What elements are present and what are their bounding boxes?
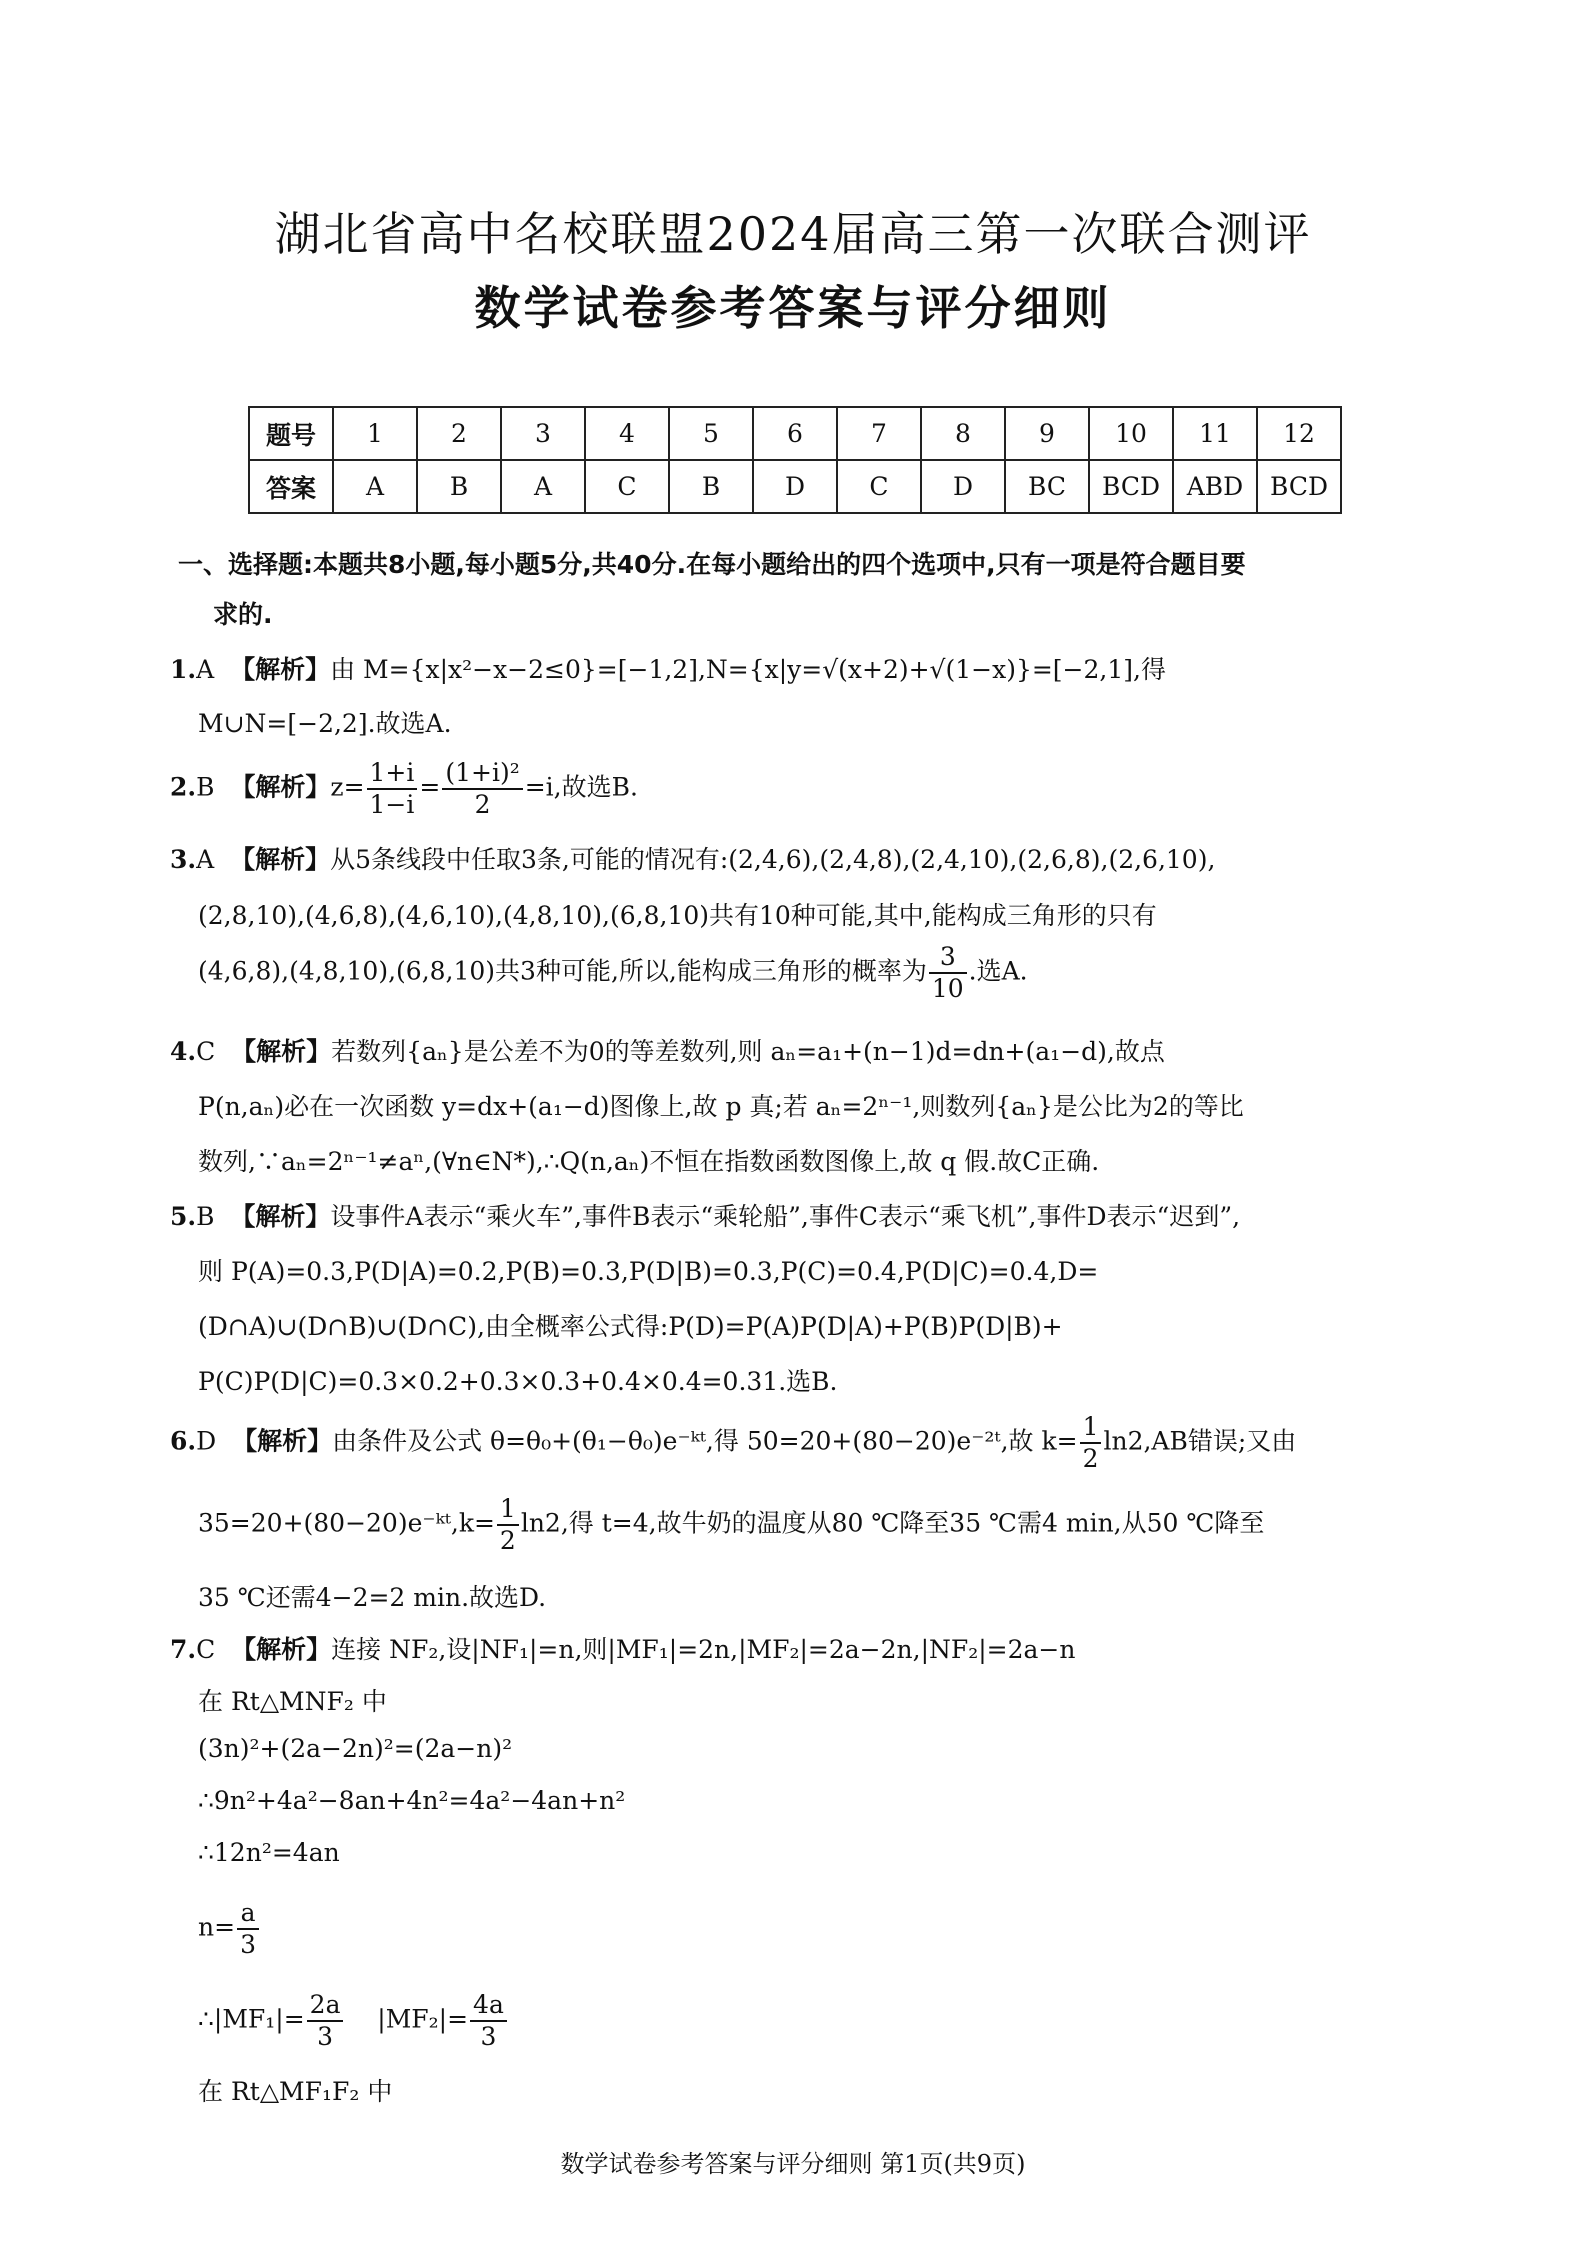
page-footer: 数学试卷参考答案与评分细则 第1页(共9页) — [560, 2150, 1026, 2178]
section-heading — [178, 540, 1418, 640]
table-cell: 11 — [1173, 407, 1257, 460]
solution-text: n= — [198, 1912, 236, 1942]
table-cell: 10 — [1089, 407, 1173, 460]
q3-line2: (2,8,10),(4,6,8),(4,6,10),(4,8,10),(6,8,10)共有10种可能,其中,能构成三角形的只有 — [198, 901, 1157, 930]
table-cell: 2 — [417, 407, 501, 460]
numerator: a — [237, 1898, 259, 1930]
q3-line3 — [198, 942, 1028, 1004]
denominator: 10 — [931, 974, 964, 1003]
question-answer: A — [196, 655, 215, 684]
numerator: 4a — [470, 1990, 507, 2022]
solution-text: |MF₂|= — [377, 2004, 469, 2034]
table-cell: 4 — [585, 407, 669, 460]
q7-line3: (3n)²+(2a−2n)²=(2a−n)² — [198, 1734, 513, 1763]
answer-table-number-row — [249, 407, 1341, 460]
numerator: 1 — [497, 1494, 519, 1526]
table-cell: 7 — [837, 407, 921, 460]
page-title: 湖北省高中名校联盟2024届高三第一次联合测评 — [274, 207, 1312, 261]
row-label-answer: 答案 — [249, 460, 333, 513]
fraction — [497, 1494, 519, 1556]
denominator: 3 — [317, 2022, 334, 2051]
analysis-tag: 【解析】 — [230, 655, 331, 684]
section-heading-line2: 求的. — [213, 600, 273, 629]
analysis-tag: 【解析】 — [230, 772, 331, 802]
q1-line1 — [170, 650, 1166, 686]
q6-line3: 35 ℃还需4−2=2 min.故选D. — [198, 1583, 547, 1612]
denominator: 3 — [480, 2022, 497, 2051]
solution-text: .选A. — [968, 956, 1028, 986]
table-cell: BCD — [1089, 460, 1173, 513]
q1-line2: M∪N=[−2,2].故选A. — [198, 709, 452, 738]
table-cell: 8 — [921, 407, 1005, 460]
analysis-tag: 【解析】 — [231, 1037, 332, 1066]
fraction — [442, 758, 522, 820]
question-answer: D — [196, 1426, 217, 1456]
question-number: 3. — [170, 845, 197, 874]
q4-line2: P(n,aₙ)必在一次函数 y=dx+(a₁−d)图像上,故 p 真;若 aₙ=2ⁿ⁻¹,则数列{aₙ}是公比为2的等比 — [198, 1092, 1244, 1121]
q2-line1 — [170, 758, 638, 820]
table-cell: A — [501, 460, 585, 513]
numerator: 3 — [929, 942, 967, 974]
denominator: 2 — [474, 790, 491, 819]
section-heading-line1: 一、选择题:本题共8小题,每小题5分,共40分.在每小题给出的四个选项中,只有一项是符合题目要 — [178, 550, 1246, 579]
q7-line7 — [198, 1990, 509, 2052]
answer-table — [248, 406, 1342, 514]
table-cell: 12 — [1257, 407, 1341, 460]
analysis-tag: 【解析】 — [231, 1635, 332, 1664]
table-cell: 6 — [753, 407, 837, 460]
table-cell: 3 — [501, 407, 585, 460]
solution-text: = — [419, 772, 441, 802]
table-cell: ABD — [1173, 460, 1257, 513]
solution-text: 从5条线段中任取3条,可能的情况有:(2,4,6),(2,4,8),(2,4,10),(2,6,8),(2,6,10), — [330, 845, 1216, 874]
q3-line1 — [170, 840, 1215, 876]
fraction — [929, 942, 967, 1004]
q7-line4: ∴9n²+4a²−8an+4n²=4a²−4an+n² — [198, 1786, 626, 1815]
denominator: 1−i — [369, 790, 415, 819]
denominator: 2 — [499, 1526, 516, 1555]
q6-line2 — [198, 1494, 1264, 1556]
solution-text: 设事件A表示“乘火车”,事件B表示“乘轮船”,事件C表示“乘飞机”,事件D表示“迟到”, — [330, 1202, 1241, 1231]
solution-text: 35=20+(80−20)e⁻ᵏᵗ,k= — [198, 1508, 495, 1538]
question-number: 5. — [170, 1202, 197, 1231]
q4-line3: 数列,∵aₙ=2ⁿ⁻¹≠aⁿ,(∀n∈N*),∴Q(n,aₙ)不恒在指数函数图像上,故 q 假.故C正确. — [198, 1147, 1100, 1176]
numerator: (1+i)² — [442, 758, 522, 790]
numerator: 2a — [307, 1990, 344, 2022]
table-cell: D — [753, 460, 837, 513]
solution-text: ln2,得 t=4,故牛奶的温度从80 ℃降至35 ℃需4 min,从50 ℃降至 — [520, 1508, 1265, 1538]
question-number: 6. — [170, 1426, 197, 1456]
solution-text: ∴|MF₁|= — [198, 2004, 305, 2034]
solution-text: ln2,AB错误;又由 — [1103, 1426, 1297, 1456]
table-cell: 9 — [1005, 407, 1089, 460]
table-cell: B — [669, 460, 753, 513]
q5-line1 — [170, 1197, 1240, 1233]
solution-text: 由条件及公式 θ=θ₀+(θ₁−θ₀)e⁻ᵏᵗ,得 50=20+(80−20)e⁻²ᵗ,故 k= — [332, 1426, 1078, 1456]
q4-line1 — [170, 1032, 1165, 1068]
fraction — [367, 758, 418, 820]
solution-text: z= — [330, 772, 365, 802]
question-number: 2. — [170, 772, 197, 802]
solution-text: 连接 NF₂,设|NF₁|=n,则|MF₁|=2n,|MF₂|=2a−2n,|NF₂|=2a−n — [331, 1635, 1076, 1664]
numerator: 1+i — [367, 758, 418, 790]
analysis-tag: 【解析】 — [230, 845, 331, 874]
table-cell: C — [585, 460, 669, 513]
question-answer: B — [196, 1202, 215, 1231]
answer-table-answer-row — [249, 460, 1341, 513]
question-answer: B — [196, 772, 215, 802]
q5-line2: 则 P(A)=0.3,P(D|A)=0.2,P(B)=0.3,P(D|B)=0.3,P(C)=0.4,P(D|C)=0.4,D= — [198, 1257, 1099, 1286]
q6-line1 — [170, 1412, 1296, 1474]
q7-line6 — [198, 1898, 261, 1960]
fraction — [307, 1990, 344, 2052]
question-answer: C — [196, 1037, 216, 1066]
q7-line1 — [170, 1630, 1075, 1666]
q7-line2: 在 Rt△MNF₂ 中 — [198, 1687, 387, 1716]
solution-text: =i,故选B. — [524, 772, 638, 802]
question-number: 1. — [170, 655, 197, 684]
table-cell: 5 — [669, 407, 753, 460]
table-cell: BCD — [1257, 460, 1341, 513]
numerator: 1 — [1080, 1412, 1102, 1444]
question-answer: C — [196, 1635, 216, 1664]
q5-line3: (D∩A)∪(D∩B)∪(D∩C),由全概率公式得:P(D)=P(A)P(D|A)+P(B)P(D|B)+ — [198, 1312, 1063, 1341]
table-cell: B — [417, 460, 501, 513]
fraction — [470, 1990, 507, 2052]
fraction — [237, 1898, 259, 1960]
solution-text: (4,6,8),(4,8,10),(6,8,10)共3种可能,所以,能构成三角形的概率为 — [198, 956, 927, 986]
q7-line8: 在 Rt△MF₁F₂ 中 — [198, 2077, 393, 2106]
denominator: 3 — [240, 1930, 256, 1959]
table-cell: D — [921, 460, 1005, 513]
analysis-tag: 【解析】 — [232, 1426, 333, 1456]
table-cell: C — [837, 460, 921, 513]
solution-text: 若数列{aₙ}是公差不为0的等差数列,则 aₙ=a₁+(n−1)d=dn+(a₁−d),故点 — [331, 1037, 1165, 1066]
page-subtitle: 数学试卷参考答案与评分细则 — [474, 281, 1112, 335]
question-answer: A — [196, 845, 215, 874]
analysis-tag: 【解析】 — [230, 1202, 331, 1231]
denominator: 2 — [1082, 1444, 1099, 1473]
question-number: 7. — [170, 1635, 197, 1664]
q5-line4: P(C)P(D|C)=0.3×0.2+0.3×0.3+0.4×0.4=0.31.选B. — [198, 1367, 838, 1396]
row-label-number: 题号 — [249, 407, 333, 460]
solution-text: 由 M={x|x²−x−2≤0}=[−1,2],N={x|y=√(x+2)+√(1−x)}=[−2,1],得 — [330, 655, 1166, 684]
question-number: 4. — [170, 1037, 197, 1066]
fraction — [1080, 1412, 1102, 1474]
q7-line5: ∴12n²=4an — [198, 1838, 340, 1867]
table-cell: 1 — [333, 407, 417, 460]
table-cell: A — [333, 460, 417, 513]
table-cell: BC — [1005, 460, 1089, 513]
